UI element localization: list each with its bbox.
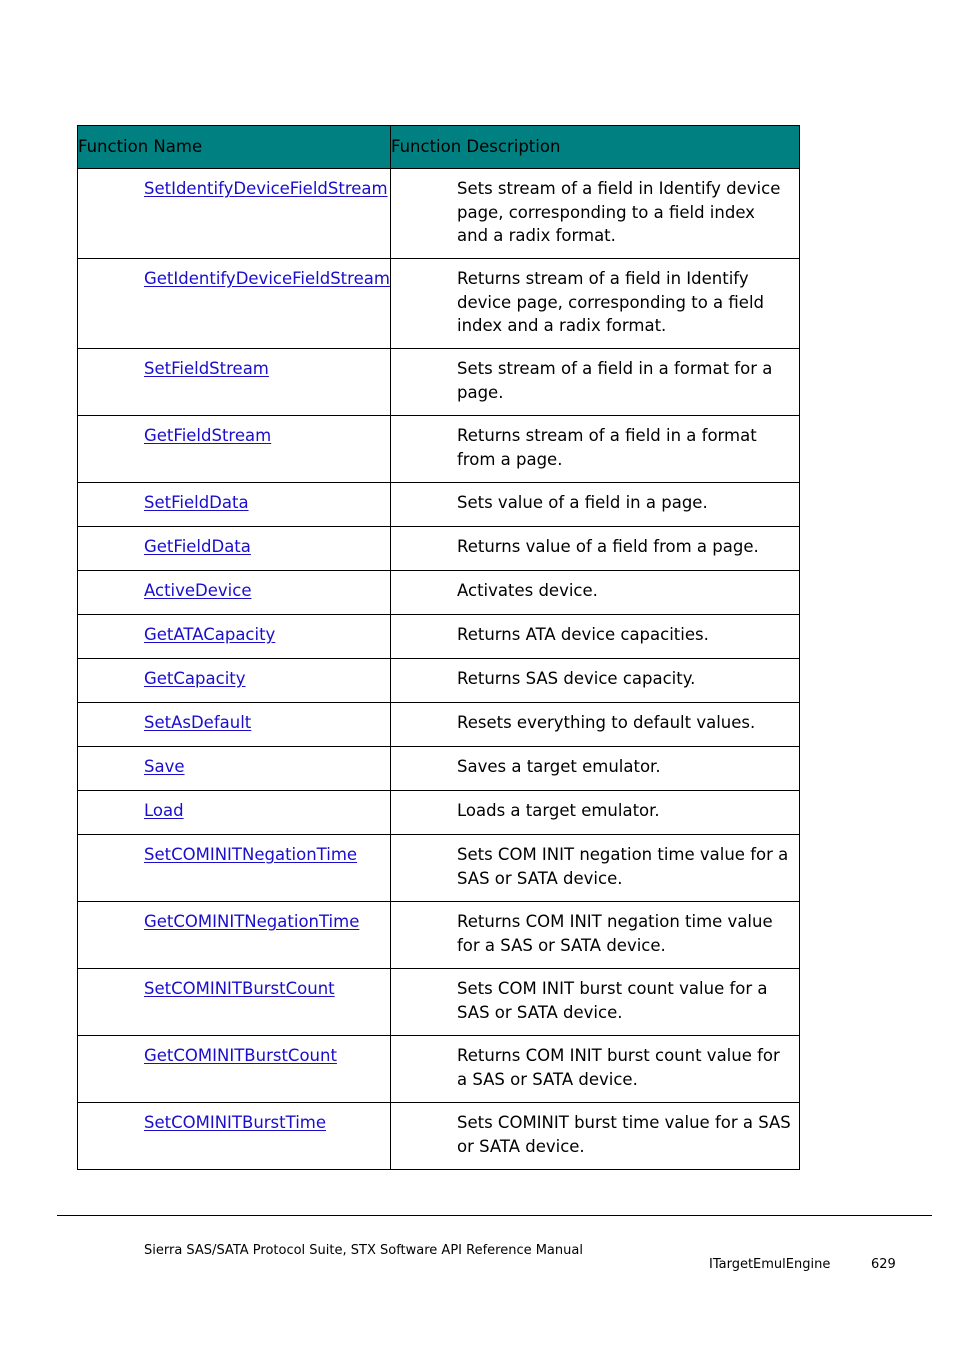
table-row — [78, 659, 800, 703]
table-row — [78, 416, 800, 483]
function-name-cell — [78, 659, 391, 703]
header-function-description: Function Description — [391, 126, 800, 169]
footer-manual-title: Sierra SAS/SATA Protocol Suite, STX Software API Reference Manual — [144, 1243, 583, 1258]
function-description-cell: Returns value of a field from a page. — [391, 527, 800, 571]
function-link[interactable]: SetFieldData — [144, 493, 249, 512]
function-link[interactable]: SetCOMINITBurstCount — [144, 979, 335, 998]
function-description-cell: Returns COM INIT burst count value for a SAS or SATA device. — [391, 1036, 800, 1103]
function-name-cell — [78, 483, 391, 527]
function-link[interactable]: SetFieldStream — [144, 359, 269, 378]
table-row — [78, 259, 800, 349]
function-link[interactable]: GetATACapacity — [144, 625, 276, 644]
function-name-cell — [78, 416, 391, 483]
function-description-cell: Sets stream of a field in a format for a page. — [391, 349, 800, 416]
table-row — [78, 835, 800, 902]
function-name-cell — [78, 902, 391, 969]
function-name-cell — [78, 615, 391, 659]
function-link[interactable]: GetCapacity — [144, 669, 246, 688]
function-description-cell: Sets value of a field in a page. — [391, 483, 800, 527]
table-row — [78, 483, 800, 527]
header-function-name: Function Name — [78, 126, 391, 169]
function-link[interactable]: GetCOMINITNegationTime — [144, 912, 360, 931]
function-name-cell — [78, 1103, 391, 1170]
table-row — [78, 902, 800, 969]
function-name-cell — [78, 527, 391, 571]
table-row — [78, 169, 800, 259]
function-link[interactable]: Load — [144, 801, 184, 820]
footer-section-name: ITargetEmulEngine — [709, 1257, 831, 1272]
function-description-cell: Loads a target emulator. — [391, 791, 800, 835]
function-link[interactable]: GetIdentifyDeviceFieldStream — [144, 269, 390, 288]
function-description-cell: Saves a target emulator. — [391, 747, 800, 791]
function-name-cell — [78, 703, 391, 747]
footer-page-number: 629 — [871, 1257, 896, 1272]
table-row — [78, 791, 800, 835]
function-description-cell: Sets COMINIT burst time value for a SAS or SATA device. — [391, 1103, 800, 1170]
table-header-row — [78, 126, 800, 169]
function-link[interactable]: ActiveDevice — [144, 581, 252, 600]
function-description-cell: Returns SAS device capacity. — [391, 659, 800, 703]
table-row — [78, 349, 800, 416]
function-description-cell: Sets COM INIT burst count value for a SAS or SATA device. — [391, 969, 800, 1036]
footer-divider — [57, 1215, 932, 1216]
function-description-cell: Returns COM INIT negation time value for a SAS or SATA device. — [391, 902, 800, 969]
function-name-cell — [78, 835, 391, 902]
table-row — [78, 747, 800, 791]
function-description-cell: Sets stream of a field in Identify device page, corresponding to a field index and a radix format. — [391, 169, 800, 259]
function-link[interactable]: Save — [144, 757, 185, 776]
function-link[interactable]: GetFieldStream — [144, 426, 272, 445]
function-table — [77, 125, 800, 1170]
function-link[interactable]: SetCOMINITNegationTime — [144, 845, 358, 864]
function-name-cell — [78, 969, 391, 1036]
table-row — [78, 1036, 800, 1103]
function-description-cell: Returns ATA device capacities. — [391, 615, 800, 659]
function-description-cell: Activates device. — [391, 571, 800, 615]
function-link[interactable]: SetIdentifyDeviceFieldStream — [144, 179, 388, 198]
function-name-cell — [78, 1036, 391, 1103]
function-description-cell: Returns stream of a field in Identify device page, corresponding to a field index and a radix format. — [391, 259, 800, 349]
function-name-cell — [78, 169, 391, 259]
table-row — [78, 969, 800, 1036]
function-description-cell: Sets COM INIT negation time value for a SAS or SATA device. — [391, 835, 800, 902]
table-row — [78, 571, 800, 615]
function-description-cell: Returns stream of a field in a format from a page. — [391, 416, 800, 483]
function-link[interactable]: SetCOMINITBurstTime — [144, 1113, 326, 1132]
function-link[interactable]: GetFieldData — [144, 537, 251, 556]
function-name-cell — [78, 747, 391, 791]
function-link[interactable]: GetCOMINITBurstCount — [144, 1046, 337, 1065]
table-row — [78, 1103, 800, 1170]
function-name-cell — [78, 571, 391, 615]
function-link[interactable]: SetAsDefault — [144, 713, 252, 732]
table-row — [78, 703, 800, 747]
table-row — [78, 527, 800, 571]
function-description-cell: Resets everything to default values. — [391, 703, 800, 747]
function-name-cell — [78, 259, 391, 349]
function-name-cell — [78, 791, 391, 835]
table-row — [78, 615, 800, 659]
function-name-cell — [78, 349, 391, 416]
